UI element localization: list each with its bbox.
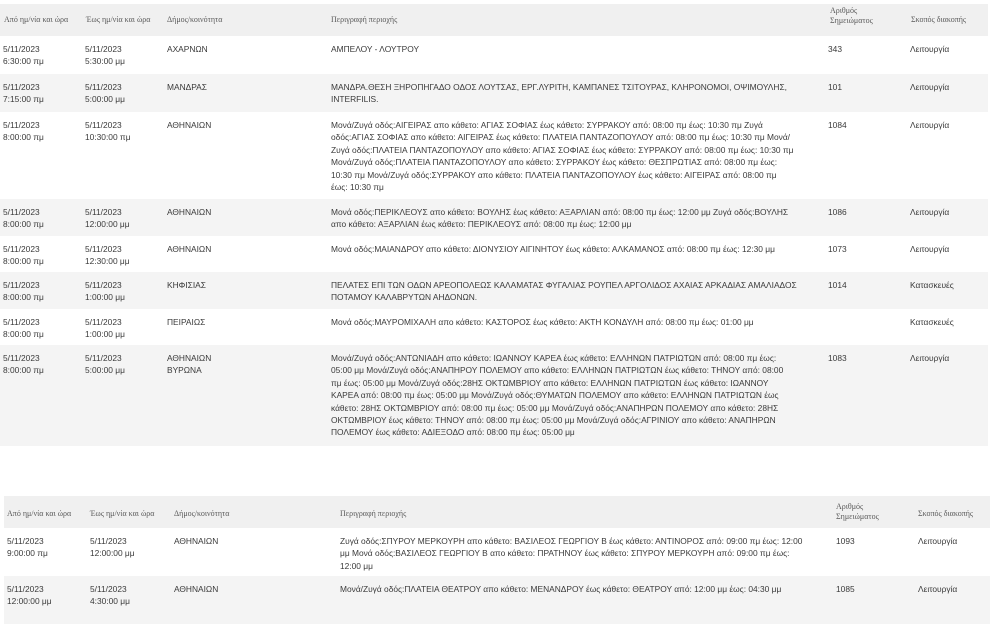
to-cell: 5/11/2023 12:00:00 μμ bbox=[85, 207, 130, 230]
to-cell: 5/11/2023 5:00:00 μμ bbox=[85, 353, 125, 376]
to-cell: 5/11/2023 1:00:00 μμ bbox=[85, 280, 125, 303]
description-cell: Ζυγά οδός:ΣΠΥΡΟΥ ΜΕΡΚΟΥΡΗ απο κάθετο: ΒΑΣΙΛΕΟΣ ΓΕΩΡΓΙΟΥ Β έως κάθετο: ΑΝΤΙΝΟΡΟΣ από: 09:00 πμ έως: 12:00 μμ Μονά οδός:ΒΑΣΙΛΕΟΣ ΓΕΩΡΓΙΟΥ Β απο κάθετο: ΠΡΑΤΗΝΟΥ έως κάθετο: ΣΠΥΡΟΥ ΜΕΡΚΟΥΡΗ από: 09:00 πμ έως: 12:00 μμ bbox=[340, 536, 803, 571]
number-cell: 1086 bbox=[828, 207, 847, 217]
from-cell: 5/11/2023 8:00:00 πμ bbox=[3, 317, 44, 340]
table-row[interactable] bbox=[0, 345, 988, 446]
municipality-cell: ΑΘΗΝΑΙΩΝ bbox=[174, 584, 219, 594]
purpose-cell: Κατασκευές bbox=[910, 317, 954, 327]
table-row[interactable] bbox=[0, 199, 988, 236]
number-cell: 1073 bbox=[828, 244, 847, 254]
municipality-cell: ΑΘΗΝΑΙΩΝ ΒΥΡΩΝΑ bbox=[167, 353, 212, 376]
purpose-cell: Λειτουργία bbox=[910, 207, 950, 217]
from-cell: 5/11/2023 8:00:00 πμ bbox=[3, 120, 44, 143]
description-cell: ΠΕΛΑΤΕΣ ΕΠΙ ΤΩΝ ΟΔΩΝ ΑΡΕΟΠΟΛΕΩΣ ΚΑΛΑΜΑΤΑΣ ΦΥΓΑΛΙΑΣ ΡΟΥΠΕΛ ΑΡΓΟΛΙΔΟΣ ΑΧΑΙΑΣ ΑΡΚΑΔΙΑΣ ΑΜΑΛΙΑΔΟΣ ΠΟΤΑΜΟΥ ΚΑΛΑΒΡΥΤΩΝ ΑΗΔΟΝΩΝ. bbox=[331, 280, 797, 303]
table-row[interactable] bbox=[0, 74, 988, 112]
description-cell: Μονά οδός:ΜΑΙΑΝΔΡΟΥ απο κάθετο: ΔΙΟΝΥΣΙΟΥ ΑΙΓΙΝΗΤΟΥ έως κάθετο: ΑΛΚΑΜΑΝΟΣ από: 08:00 πμ έως: 12:30 μμ bbox=[331, 244, 775, 254]
municipality-cell: ΠΕΙΡΑΙΩΣ bbox=[167, 317, 206, 327]
header-municipality[interactable]: Δήμος/κοινότητα bbox=[174, 509, 230, 518]
header-from[interactable]: Από ημ/νία και ώρα bbox=[4, 15, 69, 24]
header-to[interactable]: Έως ημ/νία και ώρα bbox=[90, 509, 155, 518]
header-municipality[interactable]: Δήμος/κοινότητα bbox=[167, 15, 223, 24]
table-row[interactable] bbox=[0, 272, 988, 309]
number-cell: 1084 bbox=[828, 120, 847, 130]
municipality-cell: ΚΗΦΙΣΙΑΣ bbox=[167, 280, 206, 290]
table-header bbox=[0, 4, 988, 36]
outages-table-2 bbox=[4, 496, 990, 624]
number-cell: 1093 bbox=[836, 536, 855, 546]
outages-table-1 bbox=[0, 4, 988, 446]
municipality-cell: ΑΘΗΝΑΙΩΝ bbox=[167, 244, 212, 254]
purpose-cell: Κατασκευές bbox=[910, 280, 954, 290]
to-cell: 5/11/2023 4:30:00 μμ bbox=[90, 584, 130, 607]
to-cell: 5/11/2023 10:30:00 πμ bbox=[85, 120, 131, 143]
description-cell: ΜΑΝΔΡΑ.ΘΕΣΗ ΞΗΡΟΠΗΓΑΔΟ ΟΔΟΣ ΛΟΥΤΣΑΣ, ΕΡΓ.ΛΥΡΙΤΗ, ΚΑΜΠΑΝΕΣ ΤΣΙΤΟΥΡΑΣ, ΚΛΗΡΟΝΟΜΟΙ, ΟΨΙΜΟΥΛΗΣ, INTERFILIS. bbox=[331, 82, 787, 105]
description-cell: Μονά οδός:ΜΑΥΡΟΜΙΧΑΛΗ απο κάθετο: ΚΑΣΤΟΡΟΣ έως κάθετο: ΑΚΤΗ ΚΟΝΔΥΛΗ από: 08:00 πμ έως: 01:00 μμ bbox=[331, 317, 754, 327]
to-cell: 5/11/2023 5:00:00 μμ bbox=[85, 82, 125, 105]
purpose-cell: Λειτουργία bbox=[918, 536, 958, 546]
description-cell: Μονά/Ζυγά οδός:ΠΛΑΤΕΙΑ ΘΕΑΤΡΟΥ απο κάθετο: ΜΕΝΑΝΔΡΟΥ έως κάθετο: ΘΕΑΤΡΟΥ από: 12:00 μμ έως: 04:30 μμ bbox=[340, 584, 782, 594]
from-cell: 5/11/2023 8:00:00 πμ bbox=[3, 207, 44, 230]
number-cell: 1014 bbox=[828, 280, 847, 290]
purpose-cell: Λειτουργία bbox=[910, 82, 950, 92]
purpose-cell: Λειτουργία bbox=[910, 244, 950, 254]
from-cell: 5/11/2023 12:00:00 μμ bbox=[7, 584, 52, 607]
from-cell: 5/11/2023 9:00:00 πμ bbox=[7, 536, 48, 559]
municipality-cell: ΜΑΝΔΡΑΣ bbox=[167, 82, 207, 92]
header-purpose[interactable]: Σκοπός διακοπής bbox=[918, 509, 974, 518]
header-number[interactable]: Αριθμός Σημειώματος bbox=[830, 6, 873, 25]
table-header bbox=[4, 496, 990, 528]
number-cell: 101 bbox=[828, 82, 842, 92]
purpose-cell: Λειτουργία bbox=[910, 353, 950, 363]
table-row[interactable] bbox=[0, 309, 988, 345]
description-cell: Μονά/Ζυγά οδός:ΑΝΤΩΝΙΑΔΗ απο κάθετο: ΙΩΑΝΝΟΥ ΚΑΡΕΑ έως κάθετο: ΕΛΛΗΝΩΝ ΠΑΤΡΙΩΤΩΝ από: 08:00 πμ έως: 05:00 μμ Μονά/Ζυγά οδός:ΑΝΑΠΗΡΟΥ ΠΟΛΕΜΟΥ απο κάθετο: ΕΛΛΗΝΩΝ ΠΑΤΡΙΩΤΩΝ έως κάθετο: ΤΗΝΟΥ από: 08:00 πμ έως: 05:00 μμ Μονά/Ζυγά οδός:28ΗΣ ΟΚΤΩΜΒΡΙΟΥ απο κάθετο: ΕΛΛΗΝΩΝ ΠΑΤΡΙΩΤΩΝ έως κάθετο: ΙΩΑΝΝΟΥ ΚΑΡΕΑ από: 08:00 πμ έως: 05:00 μμ Μονά/Ζυγά οδός:ΘΥΜΑΤΩΝ ΠΟΛΕΜΟΥ απο κάθετο: ΕΛΛΗΝΩΝ ΠΑΤΡΙΩΤΩΝ έως κάθετο: 28ΗΣ ΟΚΤΩΜΒΡΙΟΥ από: 08:00 πμ έως: 05:00 μμ Μονά/Ζυγά οδός:ΑΝΑΠΗΡΩΝ ΠΟΛΕΜΟΥ απο κάθετο: 28ΗΣ ΟΚΤΩΜΒΡΙΟΥ έως κάθετο: ΤΗΝΟΥ από: 08:00 πμ έως: 05:00 μμ Μονά/Ζυγά οδός:ΑΓΡΙΝΙΟΥ απο κάθετο: ΑΝΑΠΗΡΩΝ ΠΟΛΕΜΟΥ έως κάθετο: ΑΔΙΕΞΟΔΟ από: 08:00 πμ έως: 05:00 μμ bbox=[331, 353, 784, 438]
table-row[interactable] bbox=[0, 236, 988, 272]
from-cell: 5/11/2023 7:15:00 πμ bbox=[3, 82, 44, 105]
number-cell: 343 bbox=[828, 44, 842, 54]
table-row[interactable] bbox=[4, 528, 990, 576]
header-purpose[interactable]: Σκοπός διακοπής bbox=[911, 15, 967, 24]
from-cell: 5/11/2023 6:30:00 πμ bbox=[3, 44, 44, 67]
number-cell: 1085 bbox=[836, 584, 855, 594]
to-cell: 5/11/2023 12:30:00 μμ bbox=[85, 244, 130, 267]
from-cell: 5/11/2023 8:00:00 πμ bbox=[3, 353, 44, 376]
to-cell: 5/11/2023 12:00:00 μμ bbox=[90, 536, 135, 559]
municipality-cell: ΑΘΗΝΑΙΩΝ bbox=[167, 207, 212, 217]
municipality-cell: ΑΘΗΝΑΙΩΝ bbox=[167, 120, 212, 130]
from-cell: 5/11/2023 8:00:00 πμ bbox=[3, 280, 44, 303]
table-row[interactable] bbox=[4, 576, 990, 624]
purpose-cell: Λειτουργία bbox=[918, 584, 958, 594]
from-cell: 5/11/2023 8:00:00 πμ bbox=[3, 244, 44, 267]
header-description[interactable]: Περιγραφή περιοχής bbox=[331, 15, 398, 24]
table-row[interactable] bbox=[0, 112, 988, 199]
header-description[interactable]: Περιγραφή περιοχής bbox=[340, 509, 407, 518]
description-cell: ΑΜΠΕΛΟΥ - ΛΟΥΤΡΟΥ bbox=[331, 44, 420, 54]
purpose-cell: Λειτουργία bbox=[910, 120, 950, 130]
municipality-cell: ΑΧΑΡΝΩΝ bbox=[167, 44, 208, 54]
description-cell: Μονά/Ζυγά οδός:ΑΙΓΕΙΡΑΣ απο κάθετο: ΑΓΙΑΣ ΣΟΦΙΑΣ έως κάθετο: ΣΥΡΡΑΚΟΥ από: 08:00 πμ έως: 10:30 πμ Ζυγά οδός:ΑΓΙΑΣ ΣΟΦΙΑΣ απο κάθετο: ΑΙΓΕΙΡΑΣ έως κάθετο: ΠΛΑΤΕΙΑ ΠΑΝΤΑΖΟΠΟΥΛΟΥ από: 08:00 πμ έως: 10:30 πμ Μονά/ Ζυγά οδός:ΠΛΑΤΕΙΑ ΠΑΝΤΑΖΟΠΟΥΛΟΥ απο κάθετο: ΑΓΙΑΣ ΣΟΦΙΑΣ έως κάθετο: ΣΥΡΡΑΚΟΥ από: 08:00 πμ έως: 10:30 πμ Μονά/Ζυγά οδός:ΠΛΑΤΕΙΑ ΠΑΝΤΑΖΟΠΟΥΛΟΥ απο κάθετο: ΣΥΡΡΑΚΟΥ έως κάθετο: ΘΕΣΠΡΩΤΙΑΣ από: 08:00 πμ έως: 10:30 πμ Μονά/Ζυγά οδός:ΣΥΡΡΑΚΟΥ απο κάθετο: ΠΛΑΤΕΙΑ ΠΑΝΤΑΖΟΠΟΥΛΟΥ έως κάθετο: ΑΙΓΕΙΡΑΣ από: 08:00 πμ έως: 10:30 πμ bbox=[331, 120, 794, 193]
municipality-cell: ΑΘΗΝΑΙΩΝ bbox=[174, 536, 219, 546]
to-cell: 5/11/2023 1:00:00 μμ bbox=[85, 317, 125, 340]
header-number[interactable]: Αριθμός Σημειώματος bbox=[836, 502, 879, 521]
header-to[interactable]: Έως ημ/νία και ώρα bbox=[86, 15, 151, 24]
to-cell: 5/11/2023 5:30:00 μμ bbox=[85, 44, 125, 67]
header-from[interactable]: Από ημ/νία και ώρα bbox=[7, 509, 72, 518]
purpose-cell: Λειτουργία bbox=[910, 44, 950, 54]
description-cell: Μονά οδός:ΠΕΡΙΚΛΕΟΥΣ απο κάθετο: ΒΟΥΛΗΣ έως κάθετο: ΑΞΑΡΛΙΑΝ από: 08:00 πμ έως: 12:00 μμ Ζυγά οδός:ΒΟΥΛΗΣ απο κάθετο: ΑΞΑΡΛΙΑΝ έως κάθετο: ΠΕΡΙΚΛΕΟΥΣ από: 08:00 πμ έως: 12:00 μμ bbox=[331, 207, 789, 230]
number-cell: 1083 bbox=[828, 353, 847, 363]
table-row[interactable] bbox=[0, 36, 988, 74]
